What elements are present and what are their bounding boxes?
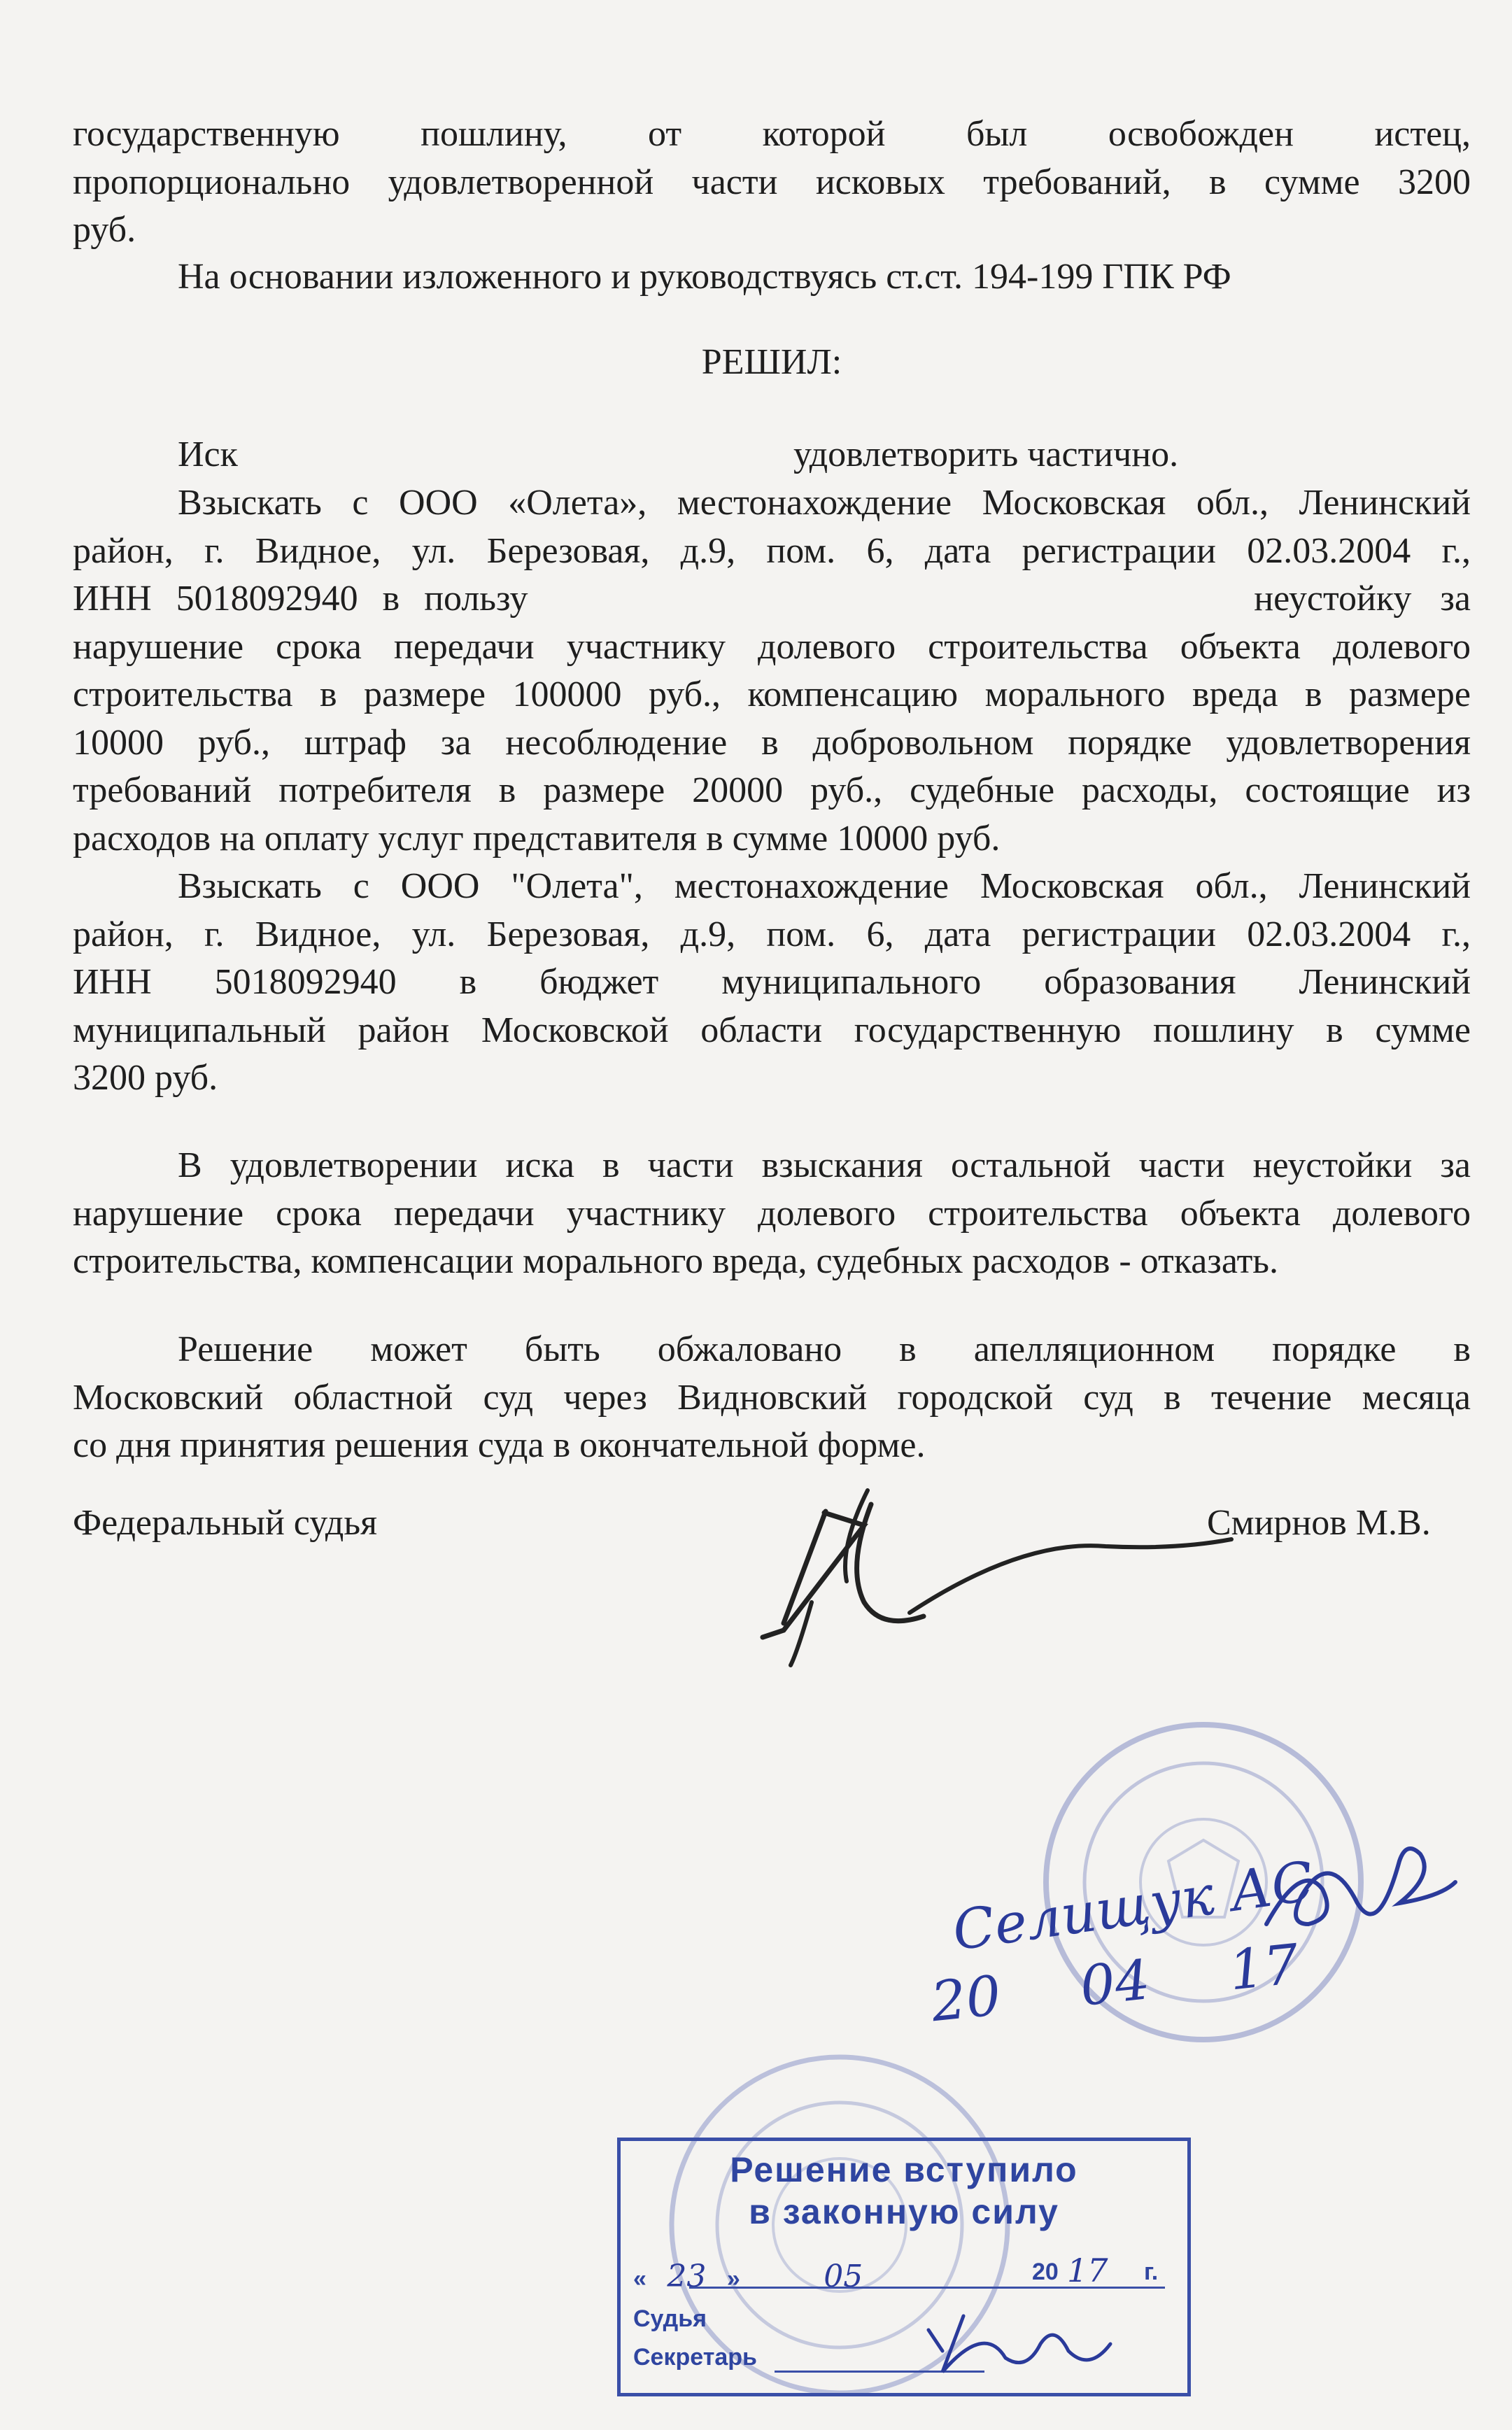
stamp-year: 17 — [1067, 2252, 1108, 2289]
text-line: нарушение срока передачи участнику долевого строительства объекта долевого — [73, 626, 1471, 667]
text-line: Взыскать с ООО "Олета", местонахождение Московская обл., Ленинский — [178, 866, 1471, 906]
text-line: район, г. Видное, ул. Березовая, д.9, пом. 6, дата регистрации 02.03.2004 г., — [73, 914, 1471, 954]
text-line: В удовлетворении иска в части взыскания остальной части неустойки за — [178, 1145, 1471, 1185]
decision-heading: РЕШИЛ: — [701, 342, 842, 382]
text-line: со дня принятия решения суда в окончательной форме. — [73, 1425, 926, 1465]
copy-certification-date: 20 04 17 — [928, 1933, 1302, 2035]
text-line: строительства в размере 100000 руб., компенсацию морального вреда в размере — [73, 674, 1471, 714]
text-line: Московский областной суд через Видновский городской суд в течение месяца — [73, 1377, 1471, 1418]
text-line: район, г. Видное, ул. Березовая, д.9, пом. 6, дата регистрации 02.03.2004 г., — [73, 530, 1471, 571]
stamp-year-prefix: 20 — [1032, 2259, 1059, 2285]
stamp-line-2: в законную силу — [749, 2192, 1059, 2231]
text-line: государственную пошлину, от которой был освобожден истец, — [73, 114, 1471, 154]
text-line: руб. — [73, 210, 136, 250]
text-line: Решение может быть обжаловано в апелляционном порядке в — [178, 1329, 1471, 1369]
stamp-quote-close: » — [726, 2266, 740, 2292]
stamp-day: 23 — [667, 2259, 707, 2294]
paragraph-collect-2 — [73, 863, 1471, 1103]
paragraph-collect-1 — [73, 479, 1471, 863]
certifier-signature-icon — [1259, 1819, 1469, 1959]
text-line — [73, 575, 1471, 623]
inn-text: ИНН 5018092940 в пользу — [73, 579, 528, 619]
text-line: На основании изложенного и руководствуясь ст.ст. 194-199 ГПК РФ — [178, 257, 1231, 297]
paragraph-appeal — [73, 1326, 1471, 1470]
stamp-month: 05 — [824, 2259, 863, 2294]
text-line: муниципальный район Московской области государственную пошлину в сумме — [73, 1010, 1471, 1050]
judge-title: Федеральный судья — [73, 1503, 378, 1543]
text-line: строительства, компенсации морального вреда, судебных расходов - отказать. — [73, 1241, 1279, 1281]
paragraph-1 — [73, 111, 1471, 255]
paragraph-basis — [73, 253, 1471, 302]
stamp-date-underline — [689, 2287, 1165, 2289]
entry-into-force-stamp — [617, 2138, 1191, 2396]
text-line: 3200 руб. — [73, 1058, 218, 1098]
text-line: нарушение срока передачи участнику долевого строительства объекта долевого — [73, 1193, 1471, 1234]
text-line: пропорционально удовлетворенной части исковых требований, в сумме 3200 — [73, 162, 1471, 202]
stamp-secretary-label: Секретарь — [633, 2344, 757, 2371]
text-line: Взыскать с ООО «Олета», местонахождение Московская обл., Ленинский — [178, 483, 1471, 523]
stamp-year-suffix: г. — [1144, 2259, 1159, 2285]
claim-result: удовлетворить частично. — [793, 435, 1179, 474]
text-line: 10000 руб., штраф за несоблюдение в добровольном порядке удовлетворения — [73, 722, 1471, 763]
claim-label: Иск — [178, 435, 238, 474]
stamp-line-1: Решение вступило — [730, 2150, 1078, 2189]
copy-certifier-name: Селищук АС — [949, 1850, 1317, 1963]
paragraph-refusal — [73, 1142, 1471, 1286]
secretary-signature-icon — [921, 2302, 1117, 2386]
text-line: ИНН 5018092940 в бюджет муниципального образования Ленинский — [73, 962, 1471, 1002]
stamp-date-row — [633, 2252, 1179, 2294]
stamp-quote-open: « — [633, 2266, 647, 2292]
stamp-judge-label: Судья — [633, 2305, 707, 2332]
text-line: расходов на оплату услуг представителя в сумме 10000 руб. — [73, 818, 1001, 859]
judge-name: Смирнов М.В. — [1207, 1503, 1431, 1543]
text-line: требований потребителя в размере 20000 руб., судебные расходы, состоящие из — [73, 770, 1471, 810]
judge-signature-icon — [742, 1462, 1245, 1672]
penalty-text: неустойку за — [1254, 579, 1471, 619]
